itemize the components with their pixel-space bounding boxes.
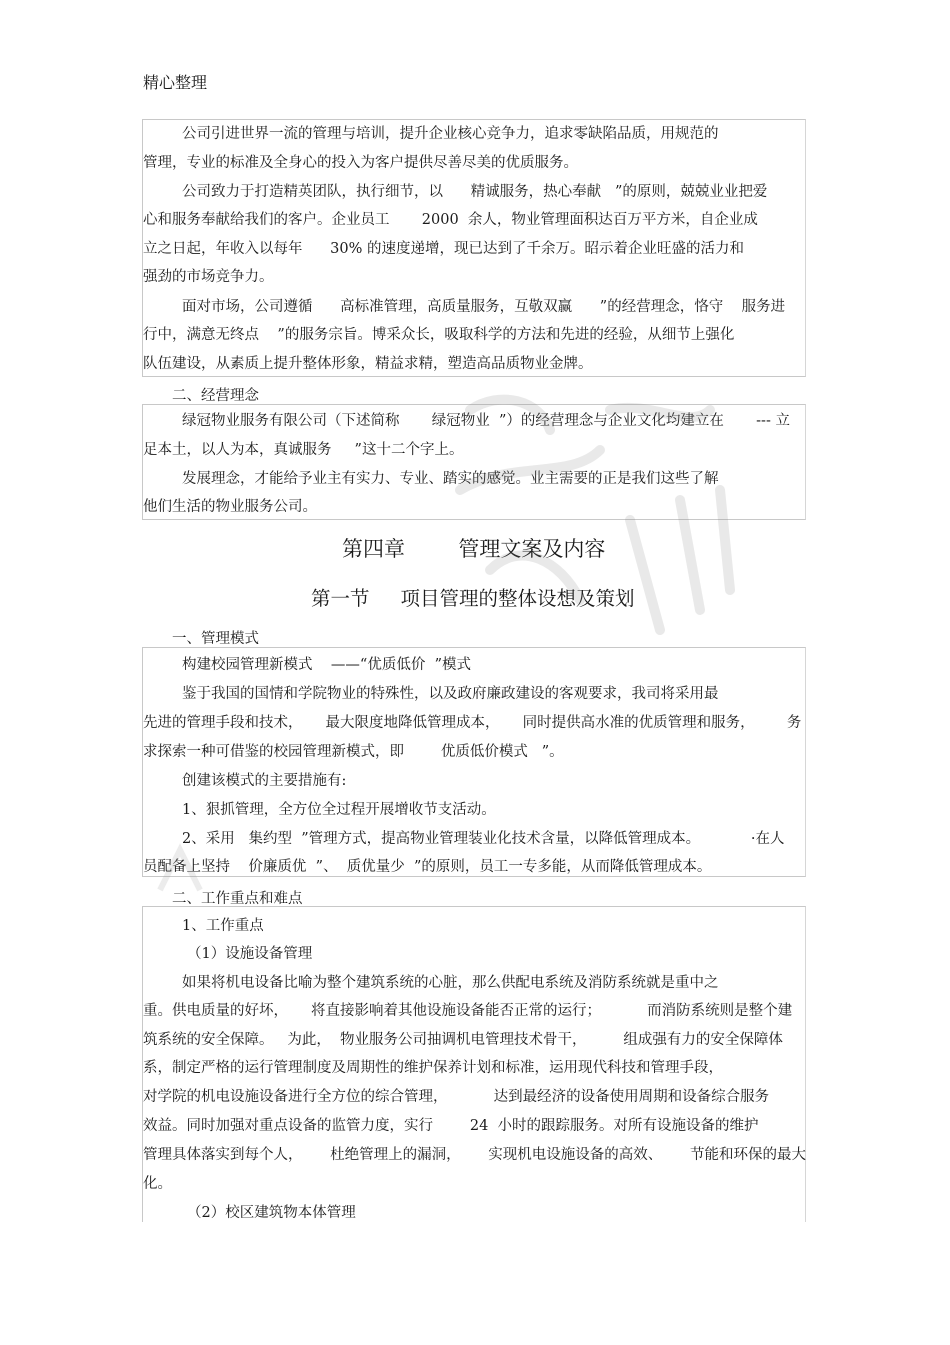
text-line: 管理，专业的标准及全身心的投入为客户提供尽善尽美的优质服务。 <box>143 155 578 171</box>
text-line: 员配备上坚持 价廉质优 ”、 质优量少 ”的原则，员工一专多能，从而降低管理成本。 <box>143 859 712 875</box>
text-line: 心和服务奉献给我们的客户。企业员工 2000 余人，物业管理面积达百万平方米，自企业成 <box>143 212 758 228</box>
text-line: 化。 <box>143 1176 172 1192</box>
text-line: 构建校园管理新模式 ——“优质低价 ”模式 <box>182 657 471 673</box>
text-line: 创建该模式的主要措施有: <box>182 773 347 789</box>
text-line: 2、采用 集约型 ”管理方式，提高物业管理装业化技术含量，以降低管理成本。 ·在人 <box>182 831 785 847</box>
text-line: 公司致力于打造精英团队，执行细节，以 精诚服务，热心奉献 ”的原则，兢兢业业把爱 <box>182 184 768 200</box>
text-line: 立之日起，年收入以每年 30% 的速度递增，现已达到了千余万。昭示着企业旺盛的活力和 <box>143 241 744 257</box>
section-title: 第一节 项目管理的整体设想及策划 <box>311 587 635 610</box>
text-line: 足本土，以人为本，真诚服务 ”这十二个字上。 <box>143 442 464 458</box>
text-line: 先进的管理手段和技术， 最大限度地降低管理成本， 同时提供高水准的优质管理和服务， 务 <box>143 715 802 731</box>
text-line: 1、狠抓管理，全方位全过程开展增收节支活动。 <box>182 802 496 818</box>
text-line: 1、工作重点 <box>182 918 264 934</box>
text-line: 求探索一种可借鉴的校园管理新模式，即 优质低价模式 ”。 <box>143 744 564 760</box>
text-line: （2）校区建筑物本体管理 <box>187 1205 356 1221</box>
text-line: 强劲的市场竞争力。 <box>143 269 274 285</box>
text-line: 鉴于我国的国情和学院物业的特殊性，以及政府廉政建设的客观要求，我司将采用最 <box>182 686 719 702</box>
text-line: 重。供电质量的好坏， 将直接影响着其他设施设备能否正常的运行； 而消防系统则是整个建 <box>143 1003 793 1019</box>
keypoints-heading: 二、工作重点和难点 <box>172 891 303 907</box>
concept-heading: 二、经营理念 <box>172 388 259 404</box>
text-line: 行中，满意无终点 ”的服务宗旨。博采众长，吸取科学的方法和先进的经验，从细节上强化 <box>143 327 735 343</box>
watermark-mark-icon <box>150 840 210 900</box>
chapter-title: 第四章 管理文案及内容 <box>342 537 606 561</box>
text-line: 公司引进世界一流的管理与培训，提升企业核心竞争力，追求零缺陷品质，用规范的 <box>182 126 719 142</box>
text-line: 管理具体落实到每个人， 杜绝管理上的漏洞， 实现机电设施设备的高效、 节能和环保的最大 <box>143 1147 806 1163</box>
text-line: 队伍建设，从素质上提升整体形象，精益求精，塑造高品质物业金牌。 <box>143 356 593 372</box>
text-line: 面对市场，公司遵循 高标准管理，高质量服务，互敬双赢 ”的经营理念，恪守 服务进 <box>182 299 786 315</box>
mode-heading: 一、管理模式 <box>172 631 259 647</box>
text-line: 效益。同时加强对重点设备的监管力度，实行 24 小时的跟踪服务。对所有设施设备的维护 <box>143 1118 759 1134</box>
text-line: 系，制定严格的运行管理制度及周期性的维护保养计划和标准，运用现代科技和管理手段， <box>143 1060 723 1076</box>
text-line: 发展理念，才能给予业主有实力、专业、踏实的感觉。业主需要的正是我们这些了解 <box>182 471 719 487</box>
text-line: 绿冠物业服务有限公司（下述简称 绿冠物业 ”）的经营理念与企业文化均建立在 --- 立 <box>182 413 790 429</box>
page-header: 精心整理 <box>143 73 208 92</box>
text-line: 如果将机电设备比喻为整个建筑系统的心脏，那么供配电系统及消防系统就是重中之 <box>182 975 719 991</box>
text-line: 他们生活的物业服务公司。 <box>143 499 317 515</box>
text-line: （1）设施设备管理 <box>187 946 313 962</box>
text-line: 对学院的机电设施设备进行全方位的综合管理， 达到最经济的设备使用周期和设备综合服务 <box>143 1089 770 1105</box>
text-line: 筑系统的安全保障。 为此， 物业服务公司抽调机电管理技术骨干， 组成强有力的安全保障体 <box>143 1032 783 1048</box>
